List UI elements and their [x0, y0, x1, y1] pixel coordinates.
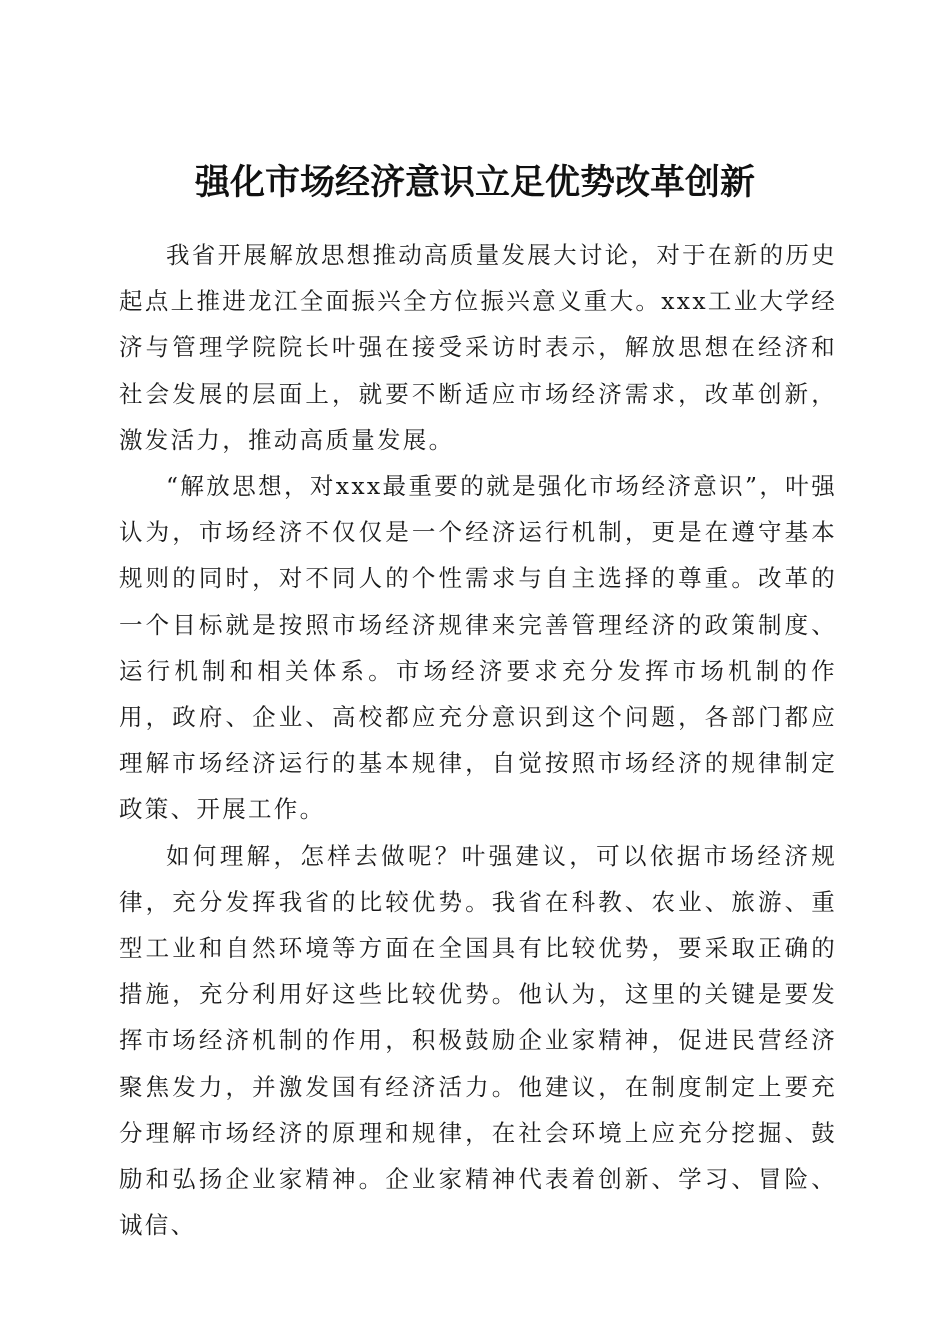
- paragraph-2: “解放思想，对xxx最重要的就是强化市场经济意识”，叶强认为，市场经济不仅仅是一个经济运行机制，更是在遵守基本规则的同时，对不同人的个性需求与自主选择的尊重。改革的一个目标就是按照市场经济规律来完善管理经济的政策制度、运行机制和相关体系。市场经济要求充分发挥市场机制的作用，政府、企业、高校都应充分意识到这个问题，各部门都应理解市场经济运行的基本规律，自觉按照市场经济的规律制定政策、开展工作。: [119, 472, 837, 824]
- document-title: 强化市场经济意识立足优势改革创新: [194, 162, 755, 204]
- paragraph-1: 我省开展解放思想推动高质量发展大讨论，对于在新的历史起点上推进龙江全面振兴全方位振兴意义重大。xxx工业大学经济与管理学院院长叶强在接受采访时表示，解放思想在经济和社会发展的层面上，就要不断适应市场经济需求，改革创新，激发活力，推动高质量发展。: [119, 241, 837, 454]
- paragraph-3: 如何理解，怎样去做呢？叶强建议，可以依据市场经济规律，充分发挥我省的比较优势。我省在科教、农业、旅游、重型工业和自然环境等方面在全国具有比较优势，要采取正确的措施，充分利用好这些比较优势。他认为，这里的关键是要发挥市场经济机制的作用，积极鼓励企业家精神，促进民营经济聚焦发力，并激发国有经济活力。他建议，在制度制定上要充分理解市场经济的原理和规律，在社会环境上应充分挖掘、鼓励和弘扬企业家精神。企业家精神代表着创新、学习、冒险、诚信、: [119, 841, 837, 1240]
- document-body: [119, 232, 837, 1248]
